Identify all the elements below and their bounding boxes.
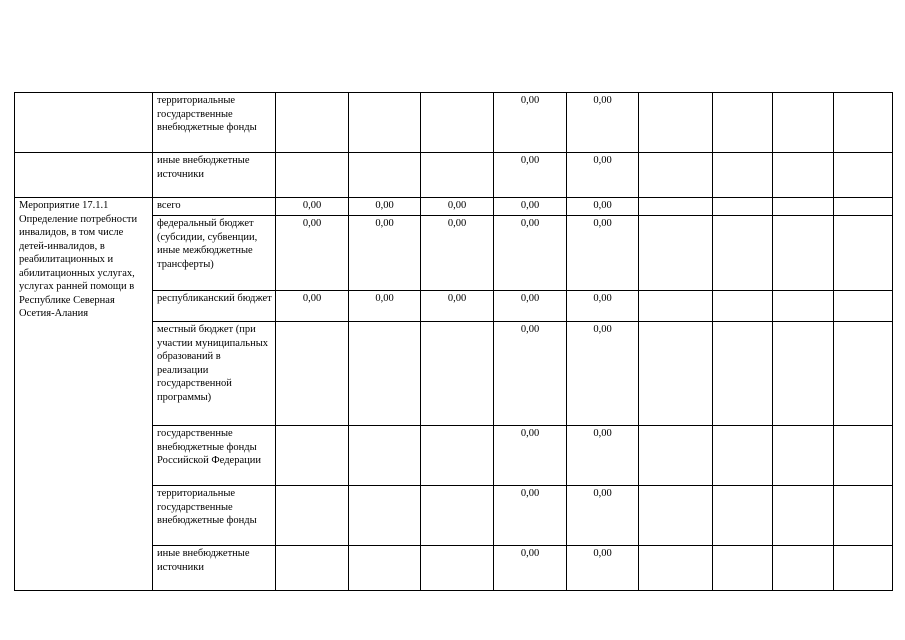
value-cell xyxy=(639,322,713,426)
value-cell xyxy=(713,153,773,198)
table-row xyxy=(15,153,893,198)
funding-source-cell: территориальные государственные внебюджетные фонды xyxy=(153,93,276,153)
value-cell xyxy=(639,198,713,216)
value-cell: 0,00 xyxy=(494,426,567,486)
value-cell: 0,00 xyxy=(567,486,639,546)
value-cell: 0,00 xyxy=(567,198,639,216)
value-cell: 0,00 xyxy=(494,216,567,291)
value-cell xyxy=(713,486,773,546)
value-cell xyxy=(276,93,349,153)
value-cell: 0,00 xyxy=(276,291,349,322)
value-cell: 0,00 xyxy=(494,291,567,322)
value-cell xyxy=(773,216,834,291)
value-cell xyxy=(639,93,713,153)
value-cell xyxy=(834,216,893,291)
value-cell xyxy=(276,322,349,426)
value-cell: 0,00 xyxy=(494,153,567,198)
value-cell xyxy=(276,546,349,591)
table-row xyxy=(15,198,893,216)
value-cell: 0,00 xyxy=(567,291,639,322)
value-cell xyxy=(834,291,893,322)
value-cell xyxy=(349,322,421,426)
value-cell xyxy=(834,153,893,198)
measure-cell-continued xyxy=(15,153,153,198)
value-cell xyxy=(773,322,834,426)
value-cell: 0,00 xyxy=(494,546,567,591)
value-cell xyxy=(773,153,834,198)
value-cell xyxy=(713,546,773,591)
value-cell xyxy=(421,426,494,486)
value-cell xyxy=(276,426,349,486)
measure-cell-continued xyxy=(15,93,153,153)
value-cell xyxy=(349,153,421,198)
value-cell: 0,00 xyxy=(567,153,639,198)
value-cell xyxy=(421,93,494,153)
value-cell: 0,00 xyxy=(494,486,567,546)
value-cell: 0,00 xyxy=(349,291,421,322)
value-cell: 0,00 xyxy=(567,546,639,591)
value-cell: 0,00 xyxy=(349,198,421,216)
value-cell xyxy=(773,426,834,486)
value-cell xyxy=(639,216,713,291)
value-cell xyxy=(773,93,834,153)
value-cell xyxy=(713,93,773,153)
value-cell: 0,00 xyxy=(494,322,567,426)
value-cell xyxy=(834,426,893,486)
value-cell xyxy=(421,153,494,198)
value-cell xyxy=(421,322,494,426)
value-cell: 0,00 xyxy=(567,93,639,153)
value-cell: 0,00 xyxy=(421,291,494,322)
measure-title-cell: Мероприятие 17.1.1 Определение потребности инвалидов, в том числе детей-инвалидов, в реабилитационных и абилитационных услугах, услугах ранней помощи в Республике Северная Осетия-Алания xyxy=(15,198,153,591)
value-cell xyxy=(834,322,893,426)
value-cell xyxy=(349,546,421,591)
value-cell xyxy=(834,546,893,591)
value-cell xyxy=(834,198,893,216)
value-cell xyxy=(773,291,834,322)
value-cell xyxy=(421,486,494,546)
funding-source-cell: местный бюджет (при участии муниципальных образований в реализации государственной программы) xyxy=(153,322,276,426)
value-cell xyxy=(276,153,349,198)
value-cell xyxy=(639,426,713,486)
value-cell xyxy=(639,153,713,198)
value-cell xyxy=(834,486,893,546)
value-cell: 0,00 xyxy=(494,93,567,153)
funding-source-cell: иные внебюджетные источники xyxy=(153,546,276,591)
funding-source-cell: иные внебюджетные источники xyxy=(153,153,276,198)
value-cell xyxy=(713,426,773,486)
value-cell xyxy=(276,486,349,546)
value-cell xyxy=(834,93,893,153)
value-cell xyxy=(349,486,421,546)
value-cell xyxy=(713,198,773,216)
table-row xyxy=(15,93,893,153)
value-cell: 0,00 xyxy=(567,216,639,291)
value-cell xyxy=(713,216,773,291)
funding-source-cell: государственные внебюджетные фонды Российской Федерации xyxy=(153,426,276,486)
value-cell: 0,00 xyxy=(567,426,639,486)
value-cell xyxy=(349,426,421,486)
value-cell xyxy=(773,198,834,216)
value-cell xyxy=(639,486,713,546)
value-cell: 0,00 xyxy=(276,216,349,291)
value-cell: 0,00 xyxy=(494,198,567,216)
funding-source-cell: республиканский бюджет xyxy=(153,291,276,322)
value-cell xyxy=(773,546,834,591)
value-cell xyxy=(349,93,421,153)
value-cell xyxy=(639,546,713,591)
value-cell: 0,00 xyxy=(349,216,421,291)
value-cell xyxy=(639,291,713,322)
funding-source-cell: федеральный бюджет (субсидии, субвенции, иные межбюджетные трансферты) xyxy=(153,216,276,291)
funding-source-cell: территориальные государственные внебюджетные фонды xyxy=(153,486,276,546)
value-cell: 0,00 xyxy=(567,322,639,426)
value-cell xyxy=(773,486,834,546)
value-cell xyxy=(713,322,773,426)
value-cell: 0,00 xyxy=(421,198,494,216)
value-cell xyxy=(421,546,494,591)
value-cell: 0,00 xyxy=(276,198,349,216)
funding-source-cell: всего xyxy=(153,198,276,216)
value-cell: 0,00 xyxy=(421,216,494,291)
value-cell xyxy=(713,291,773,322)
